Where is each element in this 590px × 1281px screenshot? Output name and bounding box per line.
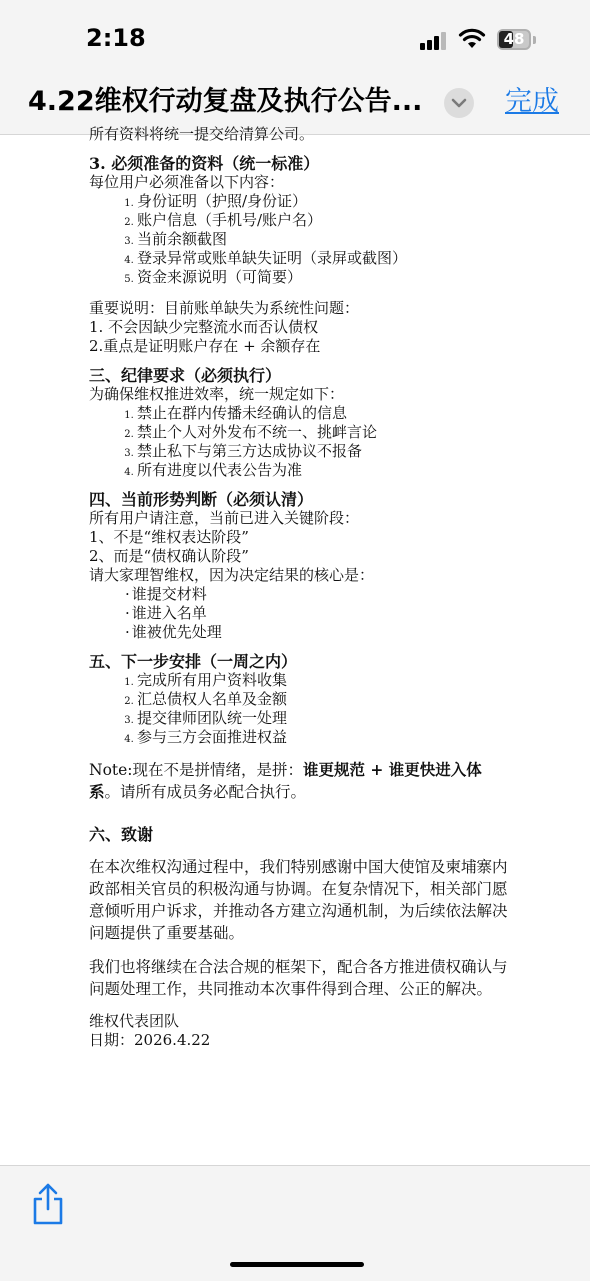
done-button[interactable]: 完成 — [505, 86, 559, 117]
wifi-icon — [458, 28, 486, 50]
list-item: 2. 汇总债权人名单及金额 — [137, 690, 509, 709]
thanks-paragraph-1: 在本次维权沟通过程中，我们特别感谢中国大使馆及柬埔寨内政部相关官员的积极沟通与协调。在复杂情况下，相关部门愿意倾听用户诉求，并推动各方建立沟通机制，为后续依法解决问题提供了重要基础。 — [89, 858, 508, 942]
signature-date: 日期：2026.4.22 — [89, 1031, 211, 1049]
list-item: · 谁被优先处理 — [125, 623, 509, 642]
list-item: 1. 身份证明（护照/身份证） — [137, 192, 509, 211]
status-time: 2:18 — [86, 24, 146, 52]
materials-list — [89, 192, 509, 287]
list-item: 1. 禁止在群内传播未经确认的信息 — [137, 404, 509, 423]
battery-icon — [497, 29, 531, 50]
document-title: 4.22维权行动复盘及执行公告... — [28, 86, 423, 117]
cut-off-line: 所有资料将统一提交给清算公司。 — [89, 125, 315, 143]
document-viewer[interactable] — [0, 125, 590, 1165]
battery-level: 48 — [503, 30, 525, 48]
important-note-title: 重要说明：目前账单缺失为系统性问题： — [89, 299, 360, 317]
signature-team: 维权代表团队 — [89, 1012, 180, 1030]
situation-line-2: 2、而是“债权确认阶段” — [89, 547, 249, 565]
home-indicator[interactable] — [230, 1262, 364, 1267]
list-item: 3. 禁止私下与第三方达成协议不报备 — [137, 442, 509, 461]
title-menu-button[interactable] — [444, 88, 474, 118]
list-item: · 谁进入名单 — [125, 604, 509, 623]
situation-line-1: 1、不是“维权表达阶段” — [89, 528, 249, 546]
discipline-list — [89, 404, 509, 480]
list-item: 5. 资金来源说明（可简要） — [137, 268, 509, 287]
list-item: 2. 禁止个人对外发布不统一、挑衅言论 — [137, 423, 509, 442]
discipline-heading: 三、纪律要求（必须执行） — [89, 366, 282, 385]
list-item: 4. 登录异常或账单缺失证明（录屏或截图） — [137, 249, 509, 268]
situation-heading: 四、当前形势判断（必须认清） — [89, 490, 314, 509]
thanks-heading: 六、致谢 — [89, 825, 154, 844]
situation-core: 请大家理智维权，因为决定结果的核心是： — [89, 566, 375, 584]
note-paragraph — [89, 759, 509, 803]
document-page — [89, 125, 509, 1050]
status-bar — [0, 0, 590, 70]
list-item: 3. 提交律师团队统一处理 — [137, 709, 509, 728]
next-steps-heading: 五、下一步安排（一周之内） — [89, 652, 298, 671]
important-note-2: 2.重点是证明账户存在 + 余额存在 — [89, 337, 321, 355]
important-note-1: 1. 不会因缺少完整流水而否认债权 — [89, 318, 319, 336]
core-factors-list — [89, 585, 509, 642]
share-icon[interactable] — [30, 1182, 66, 1226]
note-prefix: Note:现在不是拼情绪，是拼： — [89, 761, 304, 779]
list-item: 3. 当前余额截图 — [137, 230, 509, 249]
discipline-intro: 为确保维权推进效率，统一规定如下： — [89, 385, 345, 403]
battery-tip — [533, 36, 536, 44]
list-item: 4. 所有进度以代表公告为准 — [137, 461, 509, 480]
note-suffix: 。请所有成员务必配合执行。 — [104, 783, 307, 801]
chevron-down-icon — [444, 88, 474, 118]
list-item: · 谁提交材料 — [125, 585, 509, 604]
next-steps-list — [89, 671, 509, 747]
section-3-heading: 3. 必须准备的资料（统一标准） — [89, 154, 320, 173]
signal-icon — [420, 32, 448, 50]
section-3-intro: 每位用户必须准备以下内容： — [89, 173, 285, 191]
note-emphasis: 谁更规范 + 谁更快进入体系 — [89, 760, 482, 801]
list-item: 2. 账户信息（手机号/账户名） — [137, 211, 509, 230]
list-item: 1. 完成所有用户资料收集 — [137, 671, 509, 690]
situation-intro: 所有用户请注意，当前已进入关键阶段： — [89, 509, 360, 527]
list-item: 4. 参与三方会面推进权益 — [137, 728, 509, 747]
thanks-paragraph-2: 我们也将继续在合法合规的框架下，配合各方推进债权确认与问题处理工作，共同推动本次事件得到合理、公正的解决。 — [89, 958, 508, 998]
